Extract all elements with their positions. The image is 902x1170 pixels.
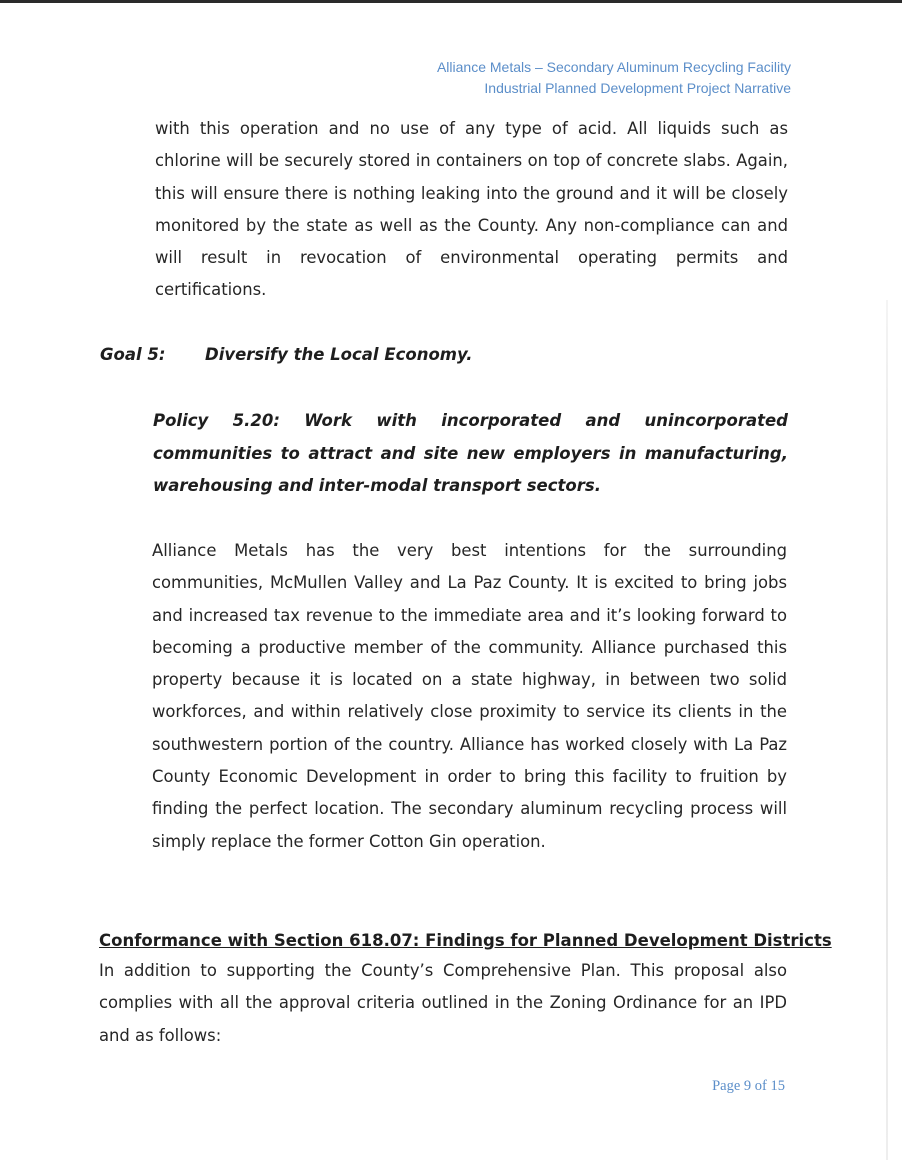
- header-line-2: Industrial Planned Development Project Narrative: [484, 80, 791, 96]
- page-number: Page 9 of 15: [712, 1078, 785, 1094]
- goal-title: Diversify the Local Economy.: [205, 345, 473, 364]
- paragraph-conformance: In addition to supporting the County’s Comprehensive Plan. This proposal also complies with all the approval criteria outlined in the Zoning Ordinance for an IPD and as follows:: [99, 961, 787, 1045]
- paragraph-alliance-intentions: Alliance Metals has the very best intentions for the surrounding communities, McMullen Valley and La Paz County. It is excited to bring jobs and increased tax revenue to the immediate area and it’s looking forward to becoming a productive member of the community. Alliance purchased this property because it is located on a state highway, in between two solid workforces, and within relatively close proximity to service its clients in the southwestern portion of the country. Alliance has worked closely with La Paz County Economic Development in order to bring this facility to fruition by finding the perfect location. The secondary aluminum recycling process will simply replace the former Cotton Gin operation.: [152, 541, 787, 851]
- policy-statement: Policy 5.20: Work with incorporated and unincorporated communities to attract and site new employers in manufacturing, warehousing and inter-modal transport sectors.: [153, 411, 788, 495]
- top-border-line: [0, 0, 902, 3]
- header-line-1: Alliance Metals – Secondary Aluminum Recycling Facility: [436, 59, 791, 75]
- page-edge-shadow: [886, 300, 888, 1160]
- goal-heading: [100, 341, 473, 369]
- paragraph-acid-storage: with this operation and no use of any type of acid. All liquids such as chlorine will be securely stored in containers on top of concrete slabs. Again, this will ensure there is nothing leaking into the ground and it will be closely monitored by the state as well as the County. Any non-compliance can and will result in revocation of environmental operating permits and certifications.: [155, 119, 788, 300]
- section-heading: Conformance with Section 618.07: Findings for Planned Development Districts: [99, 931, 832, 950]
- goal-label: Goal 5:: [100, 345, 166, 364]
- document-header: [437, 57, 791, 99]
